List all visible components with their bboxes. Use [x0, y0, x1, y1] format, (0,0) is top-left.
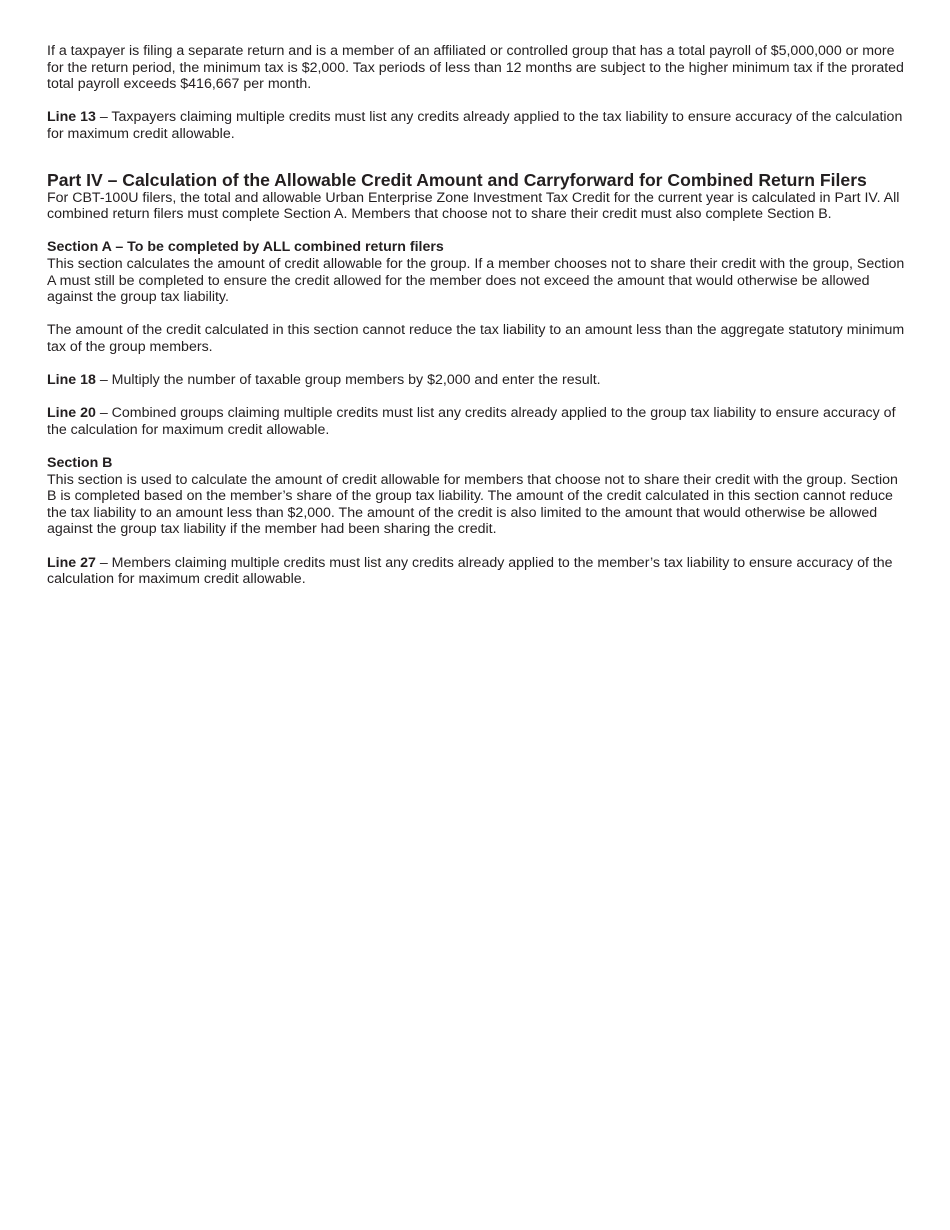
line-20-label: Line 20 [47, 405, 96, 422]
line-13-paragraph [47, 109, 907, 142]
section-b-heading: Section B [47, 455, 113, 472]
document-page [47, 43, 907, 588]
section-a-heading: Section A – To be completed by ALL combined return filers [47, 239, 444, 256]
section-a-paragraph-2: The amount of the credit calculated in this section cannot reduce the tax liability to an amount less than the aggregate statutory minimum tax of the group members. [47, 322, 905, 355]
line-18-text: – Multiply the number of taxable group members by $2,000 and enter the result. [95, 372, 601, 389]
line-27-paragraph [47, 555, 907, 588]
part-iv-heading: Part IV – Calculation of the Allowable Credit Amount and Carryforward for Combined Return Filers [47, 169, 867, 190]
line-18-paragraph [47, 372, 907, 389]
line-27-label: Line 27 [47, 554, 96, 571]
intro-paragraph: If a taxpayer is filing a separate return and is a member of an affiliated or controlled group that has a total payroll of $5,000,000 or more for the return period, the minimum tax is $2,000. Tax periods of less than 12 months are subject to the higher minimum tax if the prorated total payroll exceeds $416,667 per month. [47, 43, 904, 93]
line-20-text: – Combined groups claiming multiple credits must list any credits already applied to the group tax liability to ensure accuracy of the calculation for maximum credit allowable. [47, 405, 896, 438]
line-20-paragraph [47, 405, 907, 438]
line-13-text: – Taxpayers claiming multiple credits must list any credits already applied to the tax liability to ensure accuracy of the calculation for maximum credit allowable. [47, 109, 903, 142]
section-a-paragraph-1: This section calculates the amount of credit allowable for the group. If a member chooses not to share their credit with the group, Section A must still be completed to ensure the credit allowed for the member does not exceed the amount that would otherwise be allowed against the group tax liability. [47, 255, 905, 306]
line-18-label: Line 18 [47, 372, 96, 389]
part-iv-intro: For CBT-100U filers, the total and allowable Urban Enterprise Zone Investment Tax Credit for the current year is calculated in Part IV. All combined return filers must complete Section A. Members that choose not to share their credit must also complete Section B. [47, 189, 900, 223]
section-b-paragraph: This section is used to calculate the amount of credit allowable for members that choose not to share their credit with the group. Section B is completed based on the member’s share of the group tax liability. The amount of the credit calculated in this section cannot reduce the tax liability to an amount less than $2,000. The amount of the credit is also limited to the amount that would otherwise be allowed against the group tax liability if the member had been sharing the credit. [47, 471, 898, 538]
line-27-text: – Members claiming multiple credits must list any credits already applied to the member’s tax liability to ensure accuracy of the calculation for maximum credit allowable. [47, 554, 893, 588]
line-13-label: Line 13 [47, 109, 96, 126]
